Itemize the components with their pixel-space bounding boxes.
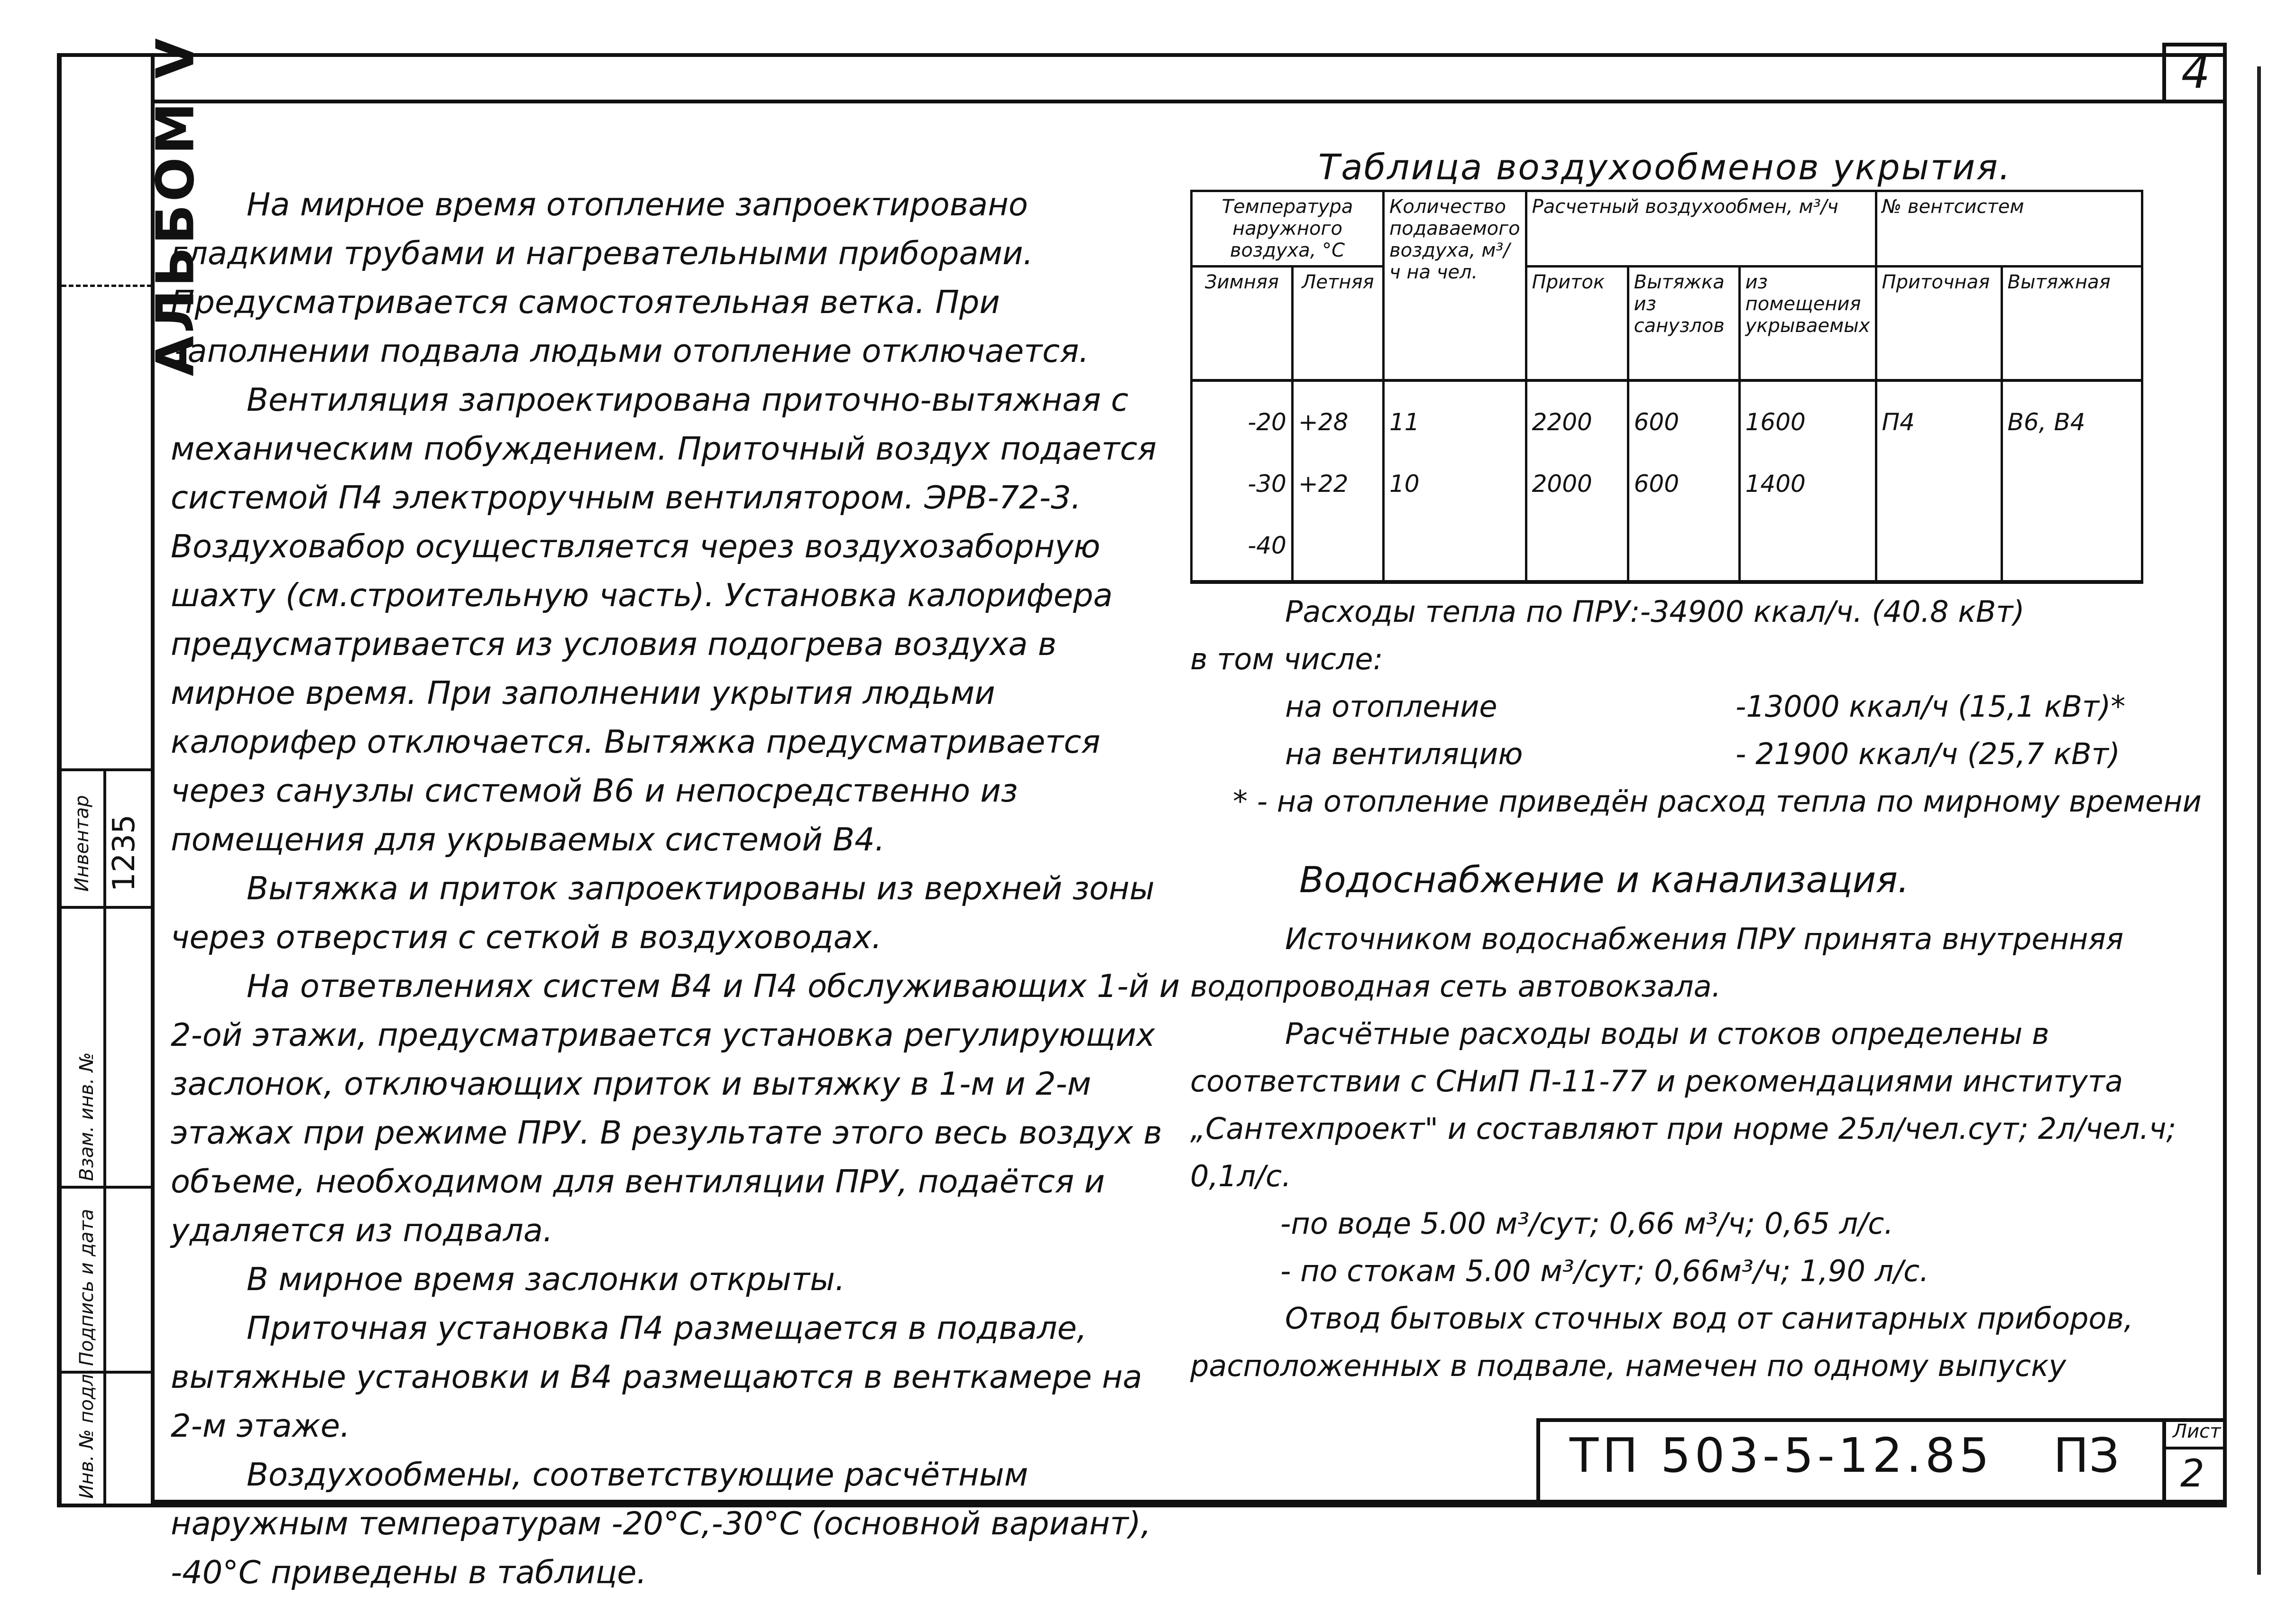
side-cell-replacement-label: Взам. инв. № <box>76 1052 98 1181</box>
heat-heating-value: -13000 ккал/ч (15,1 кВт)* <box>1736 689 2126 724</box>
side-cell-inventory-value: 1235 <box>107 814 142 892</box>
header-air-amount: Количество подаваемого воздуха, м³/ч на чел. <box>1384 191 1526 380</box>
side-cell-divider <box>62 768 151 771</box>
heat-including: в том числе: <box>1190 642 1383 676</box>
stamp-sheet-number: 2 <box>2180 1451 2204 1495</box>
water-paragraph-sewage: - по стокам 5.00 м³/сут; 0,66м³/ч; 1,90 л/с. <box>1280 1254 1929 1288</box>
cell-system-supply: П4 <box>1882 408 1915 436</box>
cell-system-exhaust: В6, В4 <box>2007 408 2085 436</box>
cell-toilets: 600 <box>1634 408 1680 436</box>
frame-right-line <box>2257 66 2261 1575</box>
cell-supply: 2200 <box>1532 408 1592 436</box>
stamp-divider <box>2162 1418 2166 1504</box>
paragraph-zones: Вытяжка и приток запроектированы из верхней зоны через отверстия с сеткой в воздуховодах. <box>171 870 1155 956</box>
heat-vent-row <box>1190 730 2233 778</box>
paragraph-peacetime: В мирное время заслонки открыты. <box>247 1261 845 1298</box>
header-supply: Приток <box>1526 267 1628 380</box>
paragraph-units: Приточная установка П4 размещается в подвале, вытяжные установки и В4 размещаются в венткамере на 2-м этаже. <box>171 1310 1142 1444</box>
frame-top-line <box>57 53 2227 57</box>
header-exhaust-toilets: Вытяжка из санузлов <box>1628 267 1739 380</box>
side-cell-inventory-label: Инвентар <box>71 795 93 892</box>
heat-total: Расходы тепла по ПРУ:-34900 ккал/ч. (40.8 кВт) <box>1285 594 2025 629</box>
stamp-code: ТП 503-5-12.85 <box>1570 1428 1993 1483</box>
header-exhaust-room: из помещения укрываемых <box>1739 267 1876 380</box>
water-paragraph-drainage: Отвод бытовых сточных вод от санитарных приборов, расположенных в подвале, намечен по одному выпуску <box>1190 1301 2133 1383</box>
side-cell-divider <box>62 1371 151 1374</box>
stamp-section: ПЗ <box>2053 1428 2120 1483</box>
header-temperature: Температура наружного воздуха, °С <box>1192 191 1384 267</box>
table-row <box>1192 380 2142 582</box>
water-section-title: Водоснабжение и канализация. <box>1299 859 1910 901</box>
cell-amount: 11 <box>1389 408 1420 436</box>
paragraph-ventilation: Вентиляция запроектирована приточно-вытяжная с механическим побуждением. Приточный воздух подается системой П4 электроручным вентилятором. ЭРВ-72-3. Воздуховабор осуществляется через воздухозаборную шахту (см.строительную часть). Установка калорифера предусматривается из условия подогрева воздуха в мирное время. При заполнении укрытия людьми калорифер отключается. Вытяжка предусматривается через санузлы системой В6 и непосредственно из помещения для укрываемых системой В4. <box>171 381 1157 858</box>
header-summer: Летняя <box>1292 267 1383 380</box>
cell-summer: +22 <box>1298 470 1349 498</box>
stamp-sheet-divider <box>2166 1447 2227 1449</box>
water-paragraph-water: -по воде 5.00 м³/сут; 0,66 м³/ч; 0,65 л/с. <box>1280 1206 1894 1241</box>
header-system-exhaust: Вытяжная <box>2002 267 2142 380</box>
cell-winter: -30 <box>1248 470 1286 498</box>
heat-consumption-block <box>1190 588 2233 825</box>
page-number: 4 <box>2181 46 2211 99</box>
side-cell-divider <box>62 906 151 909</box>
main-text-block <box>171 180 1181 1597</box>
side-table-divider <box>103 768 106 1504</box>
paragraph-dampers: На ответвлениях систем В4 и П4 обслуживающих 1-й и 2-ой этажи, предусматривается установка регулирующих заслонок, отключающих приток и вытяжку в 1-м и 2-м этажах при режиме ПРУ. В результате этого весь воздух в объеме, необходимом для вентиляции ПРУ, подаётся и удаляется из подвала. <box>171 968 1180 1249</box>
album-dashed-line <box>62 285 152 289</box>
side-cell-original-label: Инв. № подл. <box>76 1368 98 1499</box>
paragraph-air-exchange: Воздухообмены, соответствующие расчётным наружным температурам -20°C,-30°C (основной вариант), -40°C приведены в таблице. <box>171 1456 1151 1591</box>
table-title: Таблица воздухообменов укрытия. <box>1318 147 2012 188</box>
heat-heating-row <box>1190 683 2233 730</box>
album-label: АЛЬБОМ V <box>145 35 206 377</box>
cell-supply: 2000 <box>1532 470 1592 498</box>
side-cell-signature-label: Подпись и дата <box>76 1209 98 1366</box>
heat-note: * - на отопление приведён расход тепла по мирному времени <box>1233 784 2202 819</box>
air-exchange-table <box>1190 190 2143 584</box>
stamp-sheet-label: Лист <box>2173 1421 2221 1442</box>
header-winter: Зимняя <box>1192 267 1293 380</box>
cell-summer: +28 <box>1298 408 1349 436</box>
cell-amount: 10 <box>1389 470 1420 498</box>
cell-room: 1400 <box>1745 470 1806 498</box>
header-air-exchange: Расчетный воздухообмен, м³/ч <box>1526 191 1876 267</box>
cell-room: 1600 <box>1745 408 1806 436</box>
water-paragraph-rates: Расчётные расходы воды и стоков определены в соответствии с СНиП П-11-77 и рекомендациями института „Сантехпроект" и составляют при норме 25л/чел.сут; 2л/чел.ч; 0,1л/с. <box>1190 1016 2177 1193</box>
frame-left-line <box>57 53 62 1505</box>
paragraph-heating: На мирное время отопление запроектировано гладкими трубами и нагревательными приборами. Предусматривается самостоятельная ветка. При заполнении подвала людьми отопление отключается. <box>171 186 1089 369</box>
water-section-text <box>1190 915 2229 1390</box>
header-vent-systems: № вентсистем <box>1876 191 2142 267</box>
water-paragraph-source: Источником водоснабжения ПРУ принята внутренняя водопроводная сеть автовокзала. <box>1190 922 2124 1004</box>
header-system-supply: Приточная <box>1876 267 2002 380</box>
side-cell-divider <box>62 1186 151 1189</box>
heat-vent-label: на вентиляцию <box>1285 737 1523 771</box>
cell-winter: -40 <box>1248 531 1286 559</box>
heat-heating-label: на отопление <box>1285 689 1497 724</box>
cell-winter: -20 <box>1248 408 1286 436</box>
heat-vent-value: - 21900 ккал/ч (25,7 кВт) <box>1736 737 2120 771</box>
cell-toilets: 600 <box>1634 470 1680 498</box>
